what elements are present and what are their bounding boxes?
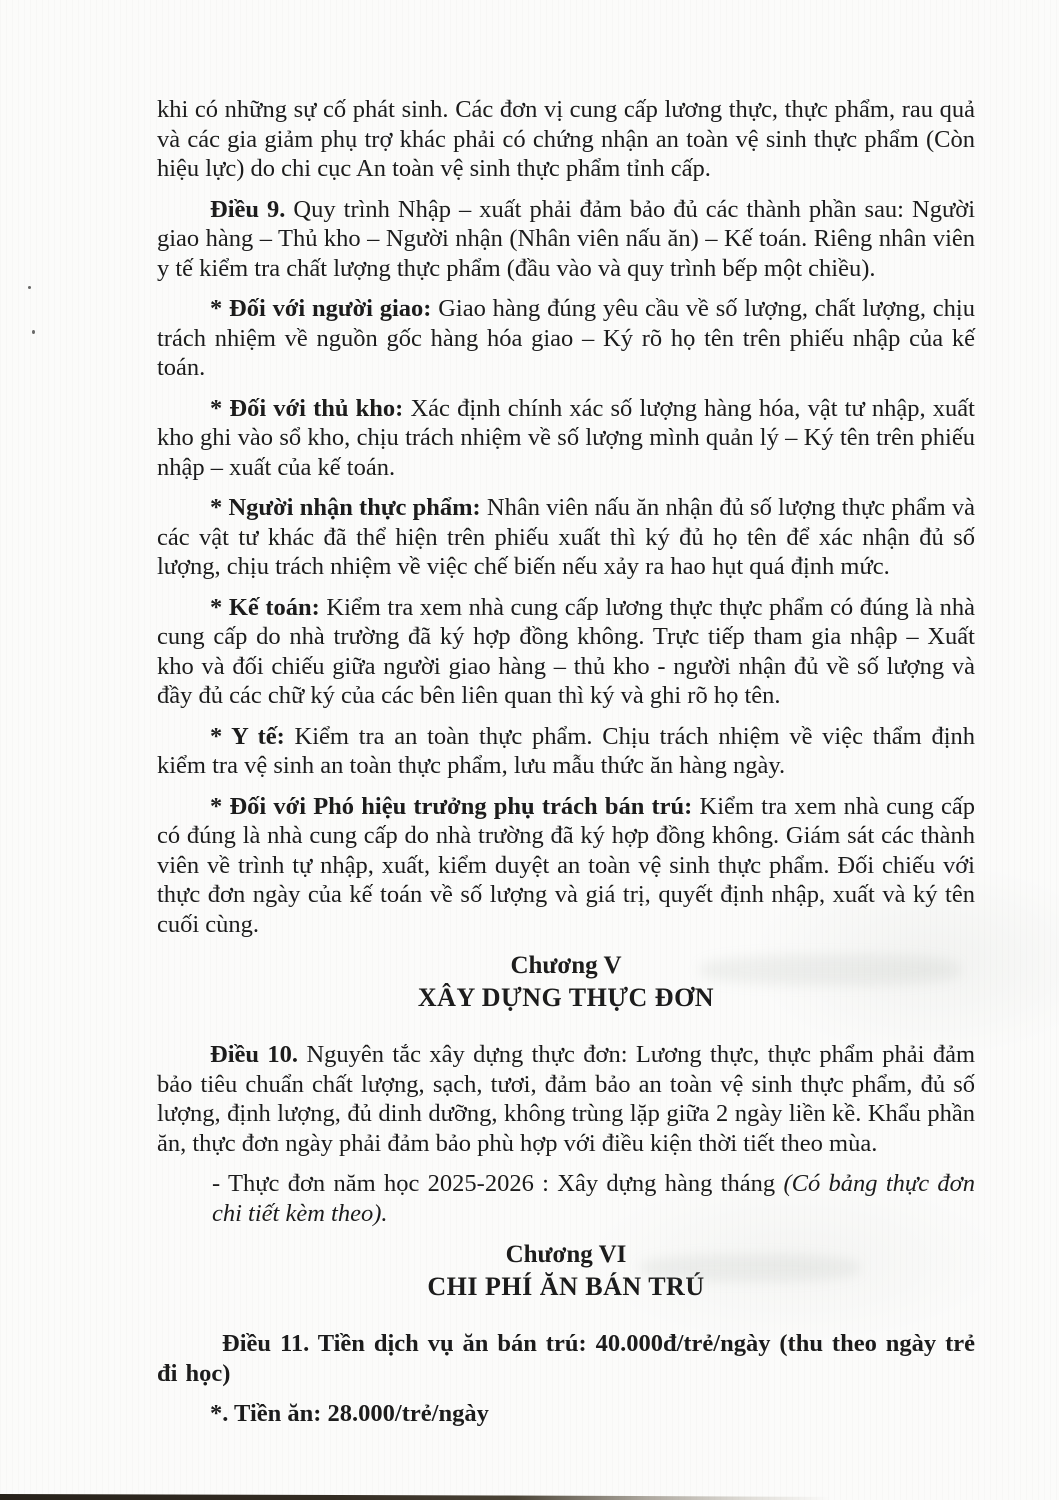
role-y-te-text: Kiểm tra an toàn thực phẩm. Chịu trách nhiệm về việc thẩm định kiểm tra vệ sinh an toàn thực phẩm, lưu mẫu thức ăn hàng ngày. bbox=[157, 722, 975, 779]
role-nguoi-nhan-text: Nhân viên nấu ăn nhận đủ số lượng thực phẩm và các vật tư khác đã thể hiện trên phiếu xuất thì ký đủ họ tên để xác nhận đủ số lượng, chịu trách nhiệm về việc chế biến nếu xảy ra hao hụt quá định mức. bbox=[157, 494, 975, 580]
role-thu-kho-text: Xác định chính xác số lượng hàng hóa, vật tư nhập, xuất kho ghi vào sổ kho, chịu trách nhiệm về số lượng mình quản lý – Ký tên trên phiếu nhập – xuất của kế toán. bbox=[157, 394, 975, 481]
chapter-6-title: CHI PHÍ ĂN BÁN TRÚ bbox=[427, 1272, 705, 1301]
role-y-te-label: * Y tế: bbox=[210, 722, 285, 750]
scan-speck bbox=[32, 330, 35, 334]
article-11-label: Điều 11. bbox=[222, 1330, 310, 1357]
article-11-paragraph bbox=[157, 1329, 975, 1388]
paragraph-intro: khi có những sự cố phát sinh. Các đơn vị cung cấp lương thực, thực phẩm, rau quả và các gia giảm phụ trợ khác phải có chứng nhận an toàn vệ sinh thực phẩm (Còn hiệu lực) do chi cục An toàn vệ sinh thực phẩm tỉnh cấp. bbox=[157, 96, 975, 182]
role-nguoi-nhan-paragraph bbox=[157, 493, 975, 582]
role-ke-toan-paragraph bbox=[157, 593, 975, 711]
scan-speck bbox=[28, 286, 31, 289]
role-nguoi-giao-text: Giao hàng đúng yêu cầu về số lượng, chất lượng, chịu trách nhiệm về nguồn gốc hàng hóa giao – Ký rõ họ tên trên phiếu nhập của kế toán. bbox=[157, 295, 975, 381]
chapter-5-title: XÂY DỰNG THỰC ĐƠN bbox=[417, 983, 715, 1012]
role-nguoi-nhan-label: * Người nhận thực phẩm: bbox=[210, 494, 481, 521]
menu-note-italic-text: (Có bảng thực đơn chi tiết kèm theo). bbox=[212, 1170, 976, 1227]
article-9-paragraph bbox=[157, 195, 975, 284]
role-ke-toan-label: * Kế toán: bbox=[210, 593, 320, 621]
role-nguoi-giao-paragraph bbox=[157, 294, 975, 383]
scanner-edge-artifact bbox=[0, 1493, 830, 1500]
chapter-5-number: Chương V bbox=[510, 952, 622, 979]
article-10-label: Điều 10. bbox=[210, 1041, 299, 1068]
role-pho-hieu-truong-paragraph bbox=[157, 792, 975, 940]
meal-fee-paragraph bbox=[157, 1399, 975, 1429]
bleed-through-artifact bbox=[640, 1255, 860, 1281]
chapter-6-number: Chương VI bbox=[505, 1241, 627, 1268]
menu-note-text: - Thực đơn năm học 2025-2026 : Xây dựng hàng tháng bbox=[212, 1170, 784, 1197]
article-11-text: Tiền dịch vụ ăn bán trú: 40.000đ/trẻ/ngày (thu theo ngày trẻ đi học) bbox=[157, 1330, 975, 1387]
role-nguoi-giao-label: * Đối với người giao: bbox=[210, 295, 432, 322]
role-thu-kho-paragraph bbox=[157, 394, 975, 483]
role-pho-hieu-truong-text: Kiểm tra xem nhà cung cấp có đúng là nhà cung cấp do nhà trường đã ký hợp đồng không. Giám sát các thành viên về trình tự nhập, xuất, kiểm duyệt an toàn vệ sinh thực phẩm. Đối chiếu với thực đơn ngày của kế toán về số lượng và giá trị, quyết định nhập, xuất và ký tên cuối cùng. bbox=[157, 792, 975, 938]
role-ke-toan-text: Kiểm tra xem nhà cung cấp lương thực thực phẩm có đúng là nhà cung cấp do nhà trường đã ký hợp đồng không. Trực tiếp tham gia nhập – Xuất kho và đối chiếu giữa người giao hàng – thủ kho - người nhận đủ về số lượng và đầy đủ các chữ ký của các bên liên quan thì ký và ghi rõ họ tên. bbox=[157, 593, 975, 709]
role-pho-hieu-truong-label: * Đối với Phó hiệu trưởng phụ trách bán trú: bbox=[210, 792, 693, 820]
article-10-paragraph bbox=[157, 1040, 975, 1158]
role-y-te-paragraph bbox=[157, 722, 975, 781]
article-10-text: Nguyên tắc xây dựng thực đơn: Lương thực, thực phẩm phải đảm bảo tiêu chuẩn chất lượng, sạch, tươi, đảm bảo an toàn vệ sinh thực phẩm, đủ số lượng, định lượng, đủ dinh dưỡng, không trùng lặp giữa 2 ngày liền kề. Khẩu phần ăn, thực đơn ngày phải đảm bảo phù hợp với điều kiện thời tiết theo mùa. bbox=[157, 1041, 976, 1157]
meal-fee-label: *. Tiền ăn bbox=[210, 1400, 314, 1427]
document-body bbox=[157, 95, 975, 1440]
menu-note-paragraph bbox=[212, 1169, 975, 1228]
meal-fee-text: : 28.000/trẻ/ngày bbox=[313, 1400, 489, 1427]
role-thu-kho-label: * Đối với thủ kho: bbox=[210, 394, 404, 422]
article-9-text: Quy trình Nhập – xuất phải đảm bảo đủ các thành phần sau: Người giao hàng – Thủ kho – Người nhận (Nhân viên nấu ăn) – Kế toán. Riêng nhân viên y tế kiểm tra chất lượng thực phẩm (đầu vào và quy trình bếp một chiều). bbox=[157, 195, 975, 282]
article-9-label: Điều 9. bbox=[210, 195, 286, 223]
bleed-through-artifact bbox=[700, 955, 960, 985]
